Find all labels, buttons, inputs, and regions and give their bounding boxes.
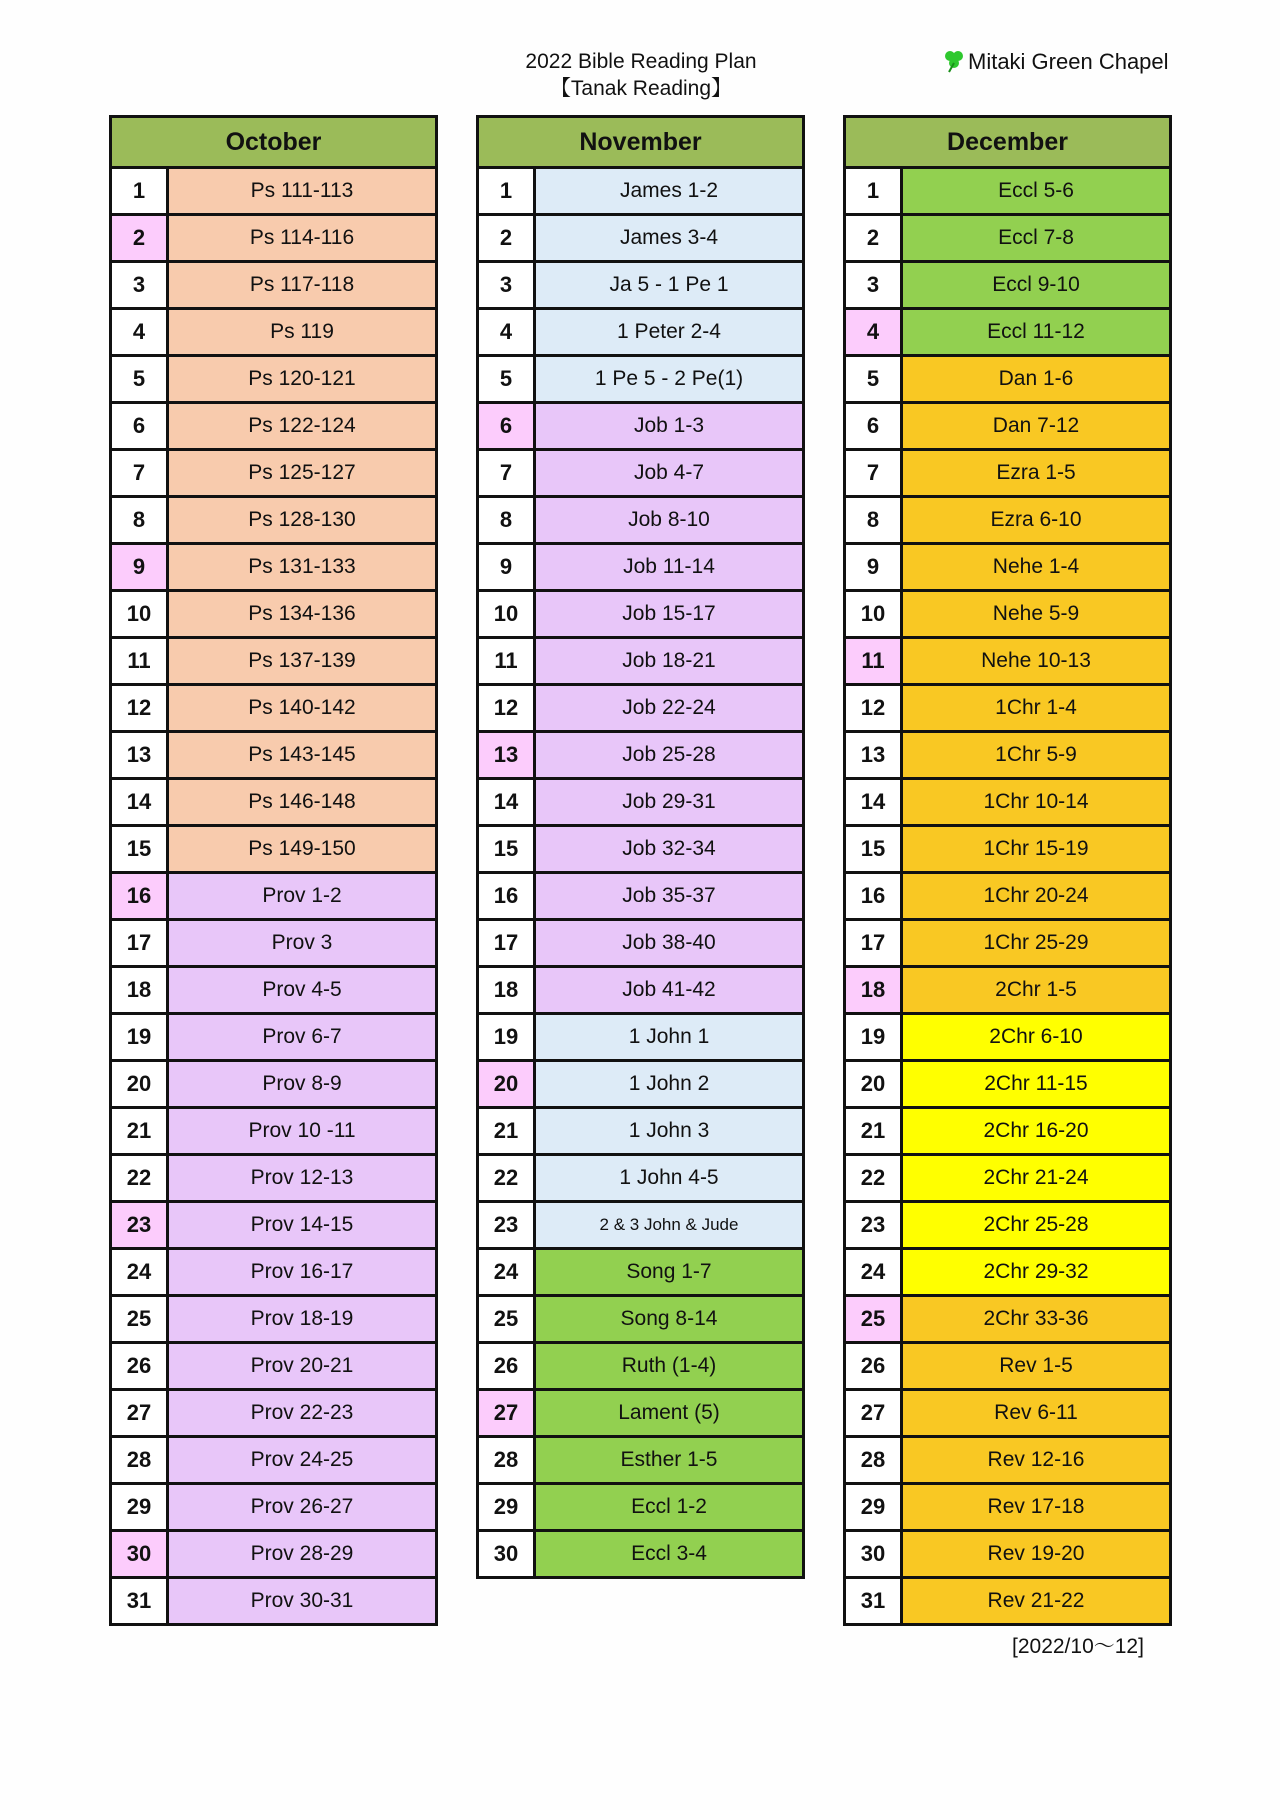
reading-row [479, 589, 802, 636]
reading-row [479, 1106, 802, 1153]
reading-passage: 1Chr 20-24 [903, 874, 1169, 918]
day-number: 26 [479, 1344, 536, 1388]
day-number: 28 [479, 1438, 536, 1482]
reading-row [112, 1012, 435, 1059]
day-number: 7 [479, 451, 536, 495]
reading-passage: Prov 22-23 [169, 1391, 435, 1435]
reading-row [846, 542, 1169, 589]
day-number: 13 [112, 733, 169, 777]
reading-passage: Job 15-17 [536, 592, 802, 636]
month-october [109, 115, 438, 1626]
day-number: 11 [112, 639, 169, 683]
reading-row [846, 918, 1169, 965]
reading-row [479, 213, 802, 260]
day-number: 7 [112, 451, 169, 495]
reading-passage: Song 1-7 [536, 1250, 802, 1294]
reading-row [846, 307, 1169, 354]
day-number: 21 [479, 1109, 536, 1153]
reading-row [112, 1529, 435, 1576]
day-number: 1 [846, 169, 903, 213]
reading-passage: Ps 122-124 [169, 404, 435, 448]
reading-row [112, 1200, 435, 1247]
day-number: 24 [846, 1250, 903, 1294]
reading-row [112, 636, 435, 683]
reading-passage: Prov 24-25 [169, 1438, 435, 1482]
reading-passage: Prov 4-5 [169, 968, 435, 1012]
reading-row [479, 401, 802, 448]
reading-row [112, 1482, 435, 1529]
reading-row [112, 354, 435, 401]
month-header: November [479, 118, 802, 169]
reading-row [479, 965, 802, 1012]
reading-passage: Nehe 5-9 [903, 592, 1169, 636]
reading-row [112, 1576, 435, 1623]
reading-passage: Eccl 5-6 [903, 169, 1169, 213]
reading-passage: 2Chr 25-28 [903, 1203, 1169, 1247]
reading-passage: Prov 6-7 [169, 1015, 435, 1059]
reading-passage: Dan 1-6 [903, 357, 1169, 401]
reading-passage: Eccl 1-2 [536, 1485, 802, 1529]
reading-passage: 1 John 3 [536, 1109, 802, 1153]
reading-passage: Ps 114-116 [169, 216, 435, 260]
day-number: 15 [479, 827, 536, 871]
day-number: 19 [112, 1015, 169, 1059]
reading-passage: 1 Pe 5 - 2 Pe(1) [536, 357, 802, 401]
reading-passage: Job 8-10 [536, 498, 802, 542]
reading-row [479, 260, 802, 307]
reading-row [479, 307, 802, 354]
reading-passage: 2Chr 29-32 [903, 1250, 1169, 1294]
day-number: 19 [479, 1015, 536, 1059]
reading-passage: Ps 134-136 [169, 592, 435, 636]
reading-passage: Job 29-31 [536, 780, 802, 824]
reading-passage: Ps 119 [169, 310, 435, 354]
day-number: 26 [112, 1344, 169, 1388]
reading-row [479, 169, 802, 213]
reading-passage: 2Chr 11-15 [903, 1062, 1169, 1106]
reading-row [846, 1576, 1169, 1623]
reading-passage: 2Chr 33-36 [903, 1297, 1169, 1341]
day-number: 17 [846, 921, 903, 965]
day-number: 6 [479, 404, 536, 448]
reading-row [479, 1341, 802, 1388]
reading-passage: 1Chr 10-14 [903, 780, 1169, 824]
reading-passage: Job 41-42 [536, 968, 802, 1012]
day-number: 27 [479, 1391, 536, 1435]
reading-passage: Ezra 6-10 [903, 498, 1169, 542]
reading-passage: Lament (5) [536, 1391, 802, 1435]
day-number: 8 [112, 498, 169, 542]
reading-passage: Esther 1-5 [536, 1438, 802, 1482]
day-number: 4 [846, 310, 903, 354]
day-number: 24 [479, 1250, 536, 1294]
reading-row [846, 683, 1169, 730]
reading-passage: Ps 117-118 [169, 263, 435, 307]
reading-row [479, 1153, 802, 1200]
reading-row [846, 1106, 1169, 1153]
reading-passage: Prov 8-9 [169, 1062, 435, 1106]
reading-passage: Rev 1-5 [903, 1344, 1169, 1388]
day-number: 8 [479, 498, 536, 542]
reading-row [479, 871, 802, 918]
reading-row [846, 354, 1169, 401]
day-number: 9 [479, 545, 536, 589]
reading-passage: Rev 6-11 [903, 1391, 1169, 1435]
reading-passage: Ezra 1-5 [903, 451, 1169, 495]
reading-row [479, 1012, 802, 1059]
brand [942, 48, 1169, 76]
reading-passage: 1Chr 15-19 [903, 827, 1169, 871]
title-line-2: 【Tanak Reading】 [549, 77, 733, 100]
reading-passage: Eccl 11-12 [903, 310, 1169, 354]
reading-passage: Ruth (1-4) [536, 1344, 802, 1388]
reading-row [112, 448, 435, 495]
reading-row [846, 871, 1169, 918]
reading-row [479, 730, 802, 777]
reading-row [846, 213, 1169, 260]
reading-passage: Job 25-28 [536, 733, 802, 777]
reading-passage: Job 35-37 [536, 874, 802, 918]
reading-row [479, 918, 802, 965]
day-number: 24 [112, 1250, 169, 1294]
month-header: October [112, 118, 435, 169]
brand-name: Mitaki Green Chapel [968, 49, 1169, 74]
day-number: 28 [846, 1438, 903, 1482]
reading-passage: Ps 131-133 [169, 545, 435, 589]
reading-row [846, 1200, 1169, 1247]
reading-row [846, 495, 1169, 542]
day-number: 30 [479, 1532, 536, 1576]
reading-row [112, 260, 435, 307]
reading-passage: Prov 20-21 [169, 1344, 435, 1388]
date-range: [2022/10～12] [1012, 1635, 1144, 1658]
reading-row [846, 1294, 1169, 1341]
day-number: 29 [846, 1485, 903, 1529]
reading-passage: 2Chr 21-24 [903, 1156, 1169, 1200]
reading-row [112, 589, 435, 636]
reading-row [112, 1059, 435, 1106]
reading-passage: 1Chr 25-29 [903, 921, 1169, 965]
day-number: 9 [846, 545, 903, 589]
day-number: 11 [479, 639, 536, 683]
day-number: 15 [846, 827, 903, 871]
day-number: 4 [112, 310, 169, 354]
reading-passage: Ps 137-139 [169, 639, 435, 683]
reading-passage: Rev 12-16 [903, 1438, 1169, 1482]
day-number: 10 [846, 592, 903, 636]
reading-row [479, 683, 802, 730]
reading-passage: James 3-4 [536, 216, 802, 260]
reading-passage: 1 John 4-5 [536, 1156, 802, 1200]
reading-list [846, 169, 1169, 1623]
reading-row [846, 965, 1169, 1012]
reading-row [112, 683, 435, 730]
reading-passage: Prov 26-27 [169, 1485, 435, 1529]
reading-row [479, 824, 802, 871]
day-number: 1 [479, 169, 536, 213]
day-number: 3 [479, 263, 536, 307]
day-number: 10 [479, 592, 536, 636]
reading-list [479, 169, 802, 1576]
reading-passage: Ja 5 - 1 Pe 1 [536, 263, 802, 307]
reading-passage: Prov 16-17 [169, 1250, 435, 1294]
reading-row [112, 1341, 435, 1388]
reading-passage: Ps 111-113 [169, 169, 435, 213]
reading-passage: James 1-2 [536, 169, 802, 213]
day-number: 5 [112, 357, 169, 401]
day-number: 6 [112, 404, 169, 448]
reading-row [479, 777, 802, 824]
day-number: 23 [846, 1203, 903, 1247]
reading-row [112, 1247, 435, 1294]
day-number: 30 [112, 1532, 169, 1576]
reading-row [112, 918, 435, 965]
day-number: 29 [112, 1485, 169, 1529]
reading-row [846, 824, 1169, 871]
reading-passage: Eccl 3-4 [536, 1532, 802, 1576]
day-number: 21 [846, 1109, 903, 1153]
reading-passage: Job 22-24 [536, 686, 802, 730]
reading-passage: 1 John 2 [536, 1062, 802, 1106]
reading-passage: Prov 1-2 [169, 874, 435, 918]
day-number: 31 [112, 1579, 169, 1623]
month-december [843, 115, 1172, 1626]
reading-row [846, 1529, 1169, 1576]
reading-row [112, 730, 435, 777]
day-number: 23 [112, 1203, 169, 1247]
reading-row [846, 448, 1169, 495]
day-number: 7 [846, 451, 903, 495]
reading-passage: 2Chr 6-10 [903, 1015, 1169, 1059]
reading-passage: Prov 14-15 [169, 1203, 435, 1247]
reading-row [479, 1529, 802, 1576]
reading-passage: Ps 143-145 [169, 733, 435, 777]
reading-passage: Ps 125-127 [169, 451, 435, 495]
reading-row [479, 448, 802, 495]
day-number: 20 [846, 1062, 903, 1106]
day-number: 2 [846, 216, 903, 260]
day-number: 3 [112, 263, 169, 307]
reading-passage: 2Chr 16-20 [903, 1109, 1169, 1153]
day-number: 21 [112, 1109, 169, 1153]
reading-passage: Ps 146-148 [169, 780, 435, 824]
day-number: 13 [846, 733, 903, 777]
reading-row [112, 169, 435, 213]
reading-passage: Eccl 7-8 [903, 216, 1169, 260]
day-number: 29 [479, 1485, 536, 1529]
reading-passage: 2 & 3 John & Jude [536, 1203, 802, 1247]
day-number: 27 [846, 1391, 903, 1435]
day-number: 14 [846, 780, 903, 824]
day-number: 13 [479, 733, 536, 777]
reading-row [112, 401, 435, 448]
reading-row [112, 213, 435, 260]
day-number: 10 [112, 592, 169, 636]
day-number: 20 [112, 1062, 169, 1106]
reading-row [479, 1388, 802, 1435]
day-number: 31 [846, 1579, 903, 1623]
reading-passage: 1Chr 5-9 [903, 733, 1169, 777]
reading-passage: Song 8-14 [536, 1297, 802, 1341]
reading-passage: Nehe 10-13 [903, 639, 1169, 683]
reading-row [479, 1200, 802, 1247]
reading-passage: Ps 120-121 [169, 357, 435, 401]
reading-passage: 2Chr 1-5 [903, 968, 1169, 1012]
reading-row [846, 1482, 1169, 1529]
day-number: 25 [846, 1297, 903, 1341]
reading-row [112, 1294, 435, 1341]
reading-passage: Nehe 1-4 [903, 545, 1169, 589]
reading-row [846, 169, 1169, 213]
day-number: 5 [846, 357, 903, 401]
reading-passage: Prov 10 -11 [169, 1109, 435, 1153]
day-number: 22 [846, 1156, 903, 1200]
day-number: 1 [112, 169, 169, 213]
reading-row [112, 1435, 435, 1482]
reading-passage: Ps 140-142 [169, 686, 435, 730]
reading-row [846, 1012, 1169, 1059]
reading-passage: Job 32-34 [536, 827, 802, 871]
reading-row [112, 495, 435, 542]
day-number: 11 [846, 639, 903, 683]
day-number: 14 [112, 780, 169, 824]
day-number: 8 [846, 498, 903, 542]
reading-row [846, 401, 1169, 448]
reading-row [112, 965, 435, 1012]
month-header: December [846, 118, 1169, 169]
month-november [476, 115, 805, 1579]
page-title [500, 48, 782, 102]
reading-passage: Job 4-7 [536, 451, 802, 495]
reading-row [112, 307, 435, 354]
reading-passage: Prov 18-19 [169, 1297, 435, 1341]
reading-row [846, 260, 1169, 307]
reading-passage: Prov 28-29 [169, 1532, 435, 1576]
day-number: 18 [846, 968, 903, 1012]
reading-passage: 1Chr 1-4 [903, 686, 1169, 730]
day-number: 12 [112, 686, 169, 730]
day-number: 17 [112, 921, 169, 965]
day-number: 17 [479, 921, 536, 965]
reading-passage: Prov 30-31 [169, 1579, 435, 1623]
day-number: 12 [479, 686, 536, 730]
day-number: 16 [846, 874, 903, 918]
reading-passage: Ps 128-130 [169, 498, 435, 542]
reading-passage: Dan 7-12 [903, 404, 1169, 448]
reading-passage: Job 11-14 [536, 545, 802, 589]
reading-row [112, 1153, 435, 1200]
reading-row [479, 636, 802, 683]
reading-passage: Job 1-3 [536, 404, 802, 448]
day-number: 16 [479, 874, 536, 918]
day-number: 26 [846, 1344, 903, 1388]
reading-passage: Prov 12-13 [169, 1156, 435, 1200]
reading-passage: Prov 3 [169, 921, 435, 965]
day-number: 25 [479, 1297, 536, 1341]
reading-row [112, 1388, 435, 1435]
reading-row [846, 1435, 1169, 1482]
reading-row [112, 824, 435, 871]
day-number: 25 [112, 1297, 169, 1341]
title-line-1: 2022 Bible Reading Plan [525, 50, 757, 73]
reading-row [846, 636, 1169, 683]
reading-row [112, 871, 435, 918]
day-number: 3 [846, 263, 903, 307]
day-number: 28 [112, 1438, 169, 1482]
clover-icon [942, 49, 966, 73]
reading-passage: Eccl 9-10 [903, 263, 1169, 307]
reading-row [479, 542, 802, 589]
day-number: 16 [112, 874, 169, 918]
day-number: 6 [846, 404, 903, 448]
reading-row [846, 589, 1169, 636]
reading-row [846, 1247, 1169, 1294]
reading-row [112, 777, 435, 824]
reading-passage: Ps 149-150 [169, 827, 435, 871]
day-number: 20 [479, 1062, 536, 1106]
reading-row [846, 1341, 1169, 1388]
day-number: 14 [479, 780, 536, 824]
reading-row [846, 730, 1169, 777]
reading-row [846, 777, 1169, 824]
day-number: 5 [479, 357, 536, 401]
reading-passage: Rev 21-22 [903, 1579, 1169, 1623]
reading-row [479, 354, 802, 401]
day-number: 12 [846, 686, 903, 730]
reading-row [479, 1435, 802, 1482]
day-number: 18 [112, 968, 169, 1012]
day-number: 2 [112, 216, 169, 260]
day-number: 4 [479, 310, 536, 354]
reading-row [846, 1388, 1169, 1435]
reading-passage: Job 18-21 [536, 639, 802, 683]
reading-passage: 1 Peter 2-4 [536, 310, 802, 354]
reading-row [479, 1247, 802, 1294]
reading-row [846, 1153, 1169, 1200]
day-number: 9 [112, 545, 169, 589]
reading-passage: Rev 17-18 [903, 1485, 1169, 1529]
day-number: 2 [479, 216, 536, 260]
day-number: 22 [479, 1156, 536, 1200]
reading-row [112, 1106, 435, 1153]
day-number: 27 [112, 1391, 169, 1435]
reading-row [479, 495, 802, 542]
reading-row [846, 1059, 1169, 1106]
reading-passage: 1 John 1 [536, 1015, 802, 1059]
day-number: 15 [112, 827, 169, 871]
day-number: 30 [846, 1532, 903, 1576]
reading-passage: Rev 19-20 [903, 1532, 1169, 1576]
day-number: 19 [846, 1015, 903, 1059]
reading-row [479, 1294, 802, 1341]
reading-row [479, 1059, 802, 1106]
reading-row [112, 542, 435, 589]
day-number: 18 [479, 968, 536, 1012]
reading-passage: Job 38-40 [536, 921, 802, 965]
reading-row [479, 1482, 802, 1529]
day-number: 23 [479, 1203, 536, 1247]
reading-list [112, 169, 435, 1623]
day-number: 22 [112, 1156, 169, 1200]
